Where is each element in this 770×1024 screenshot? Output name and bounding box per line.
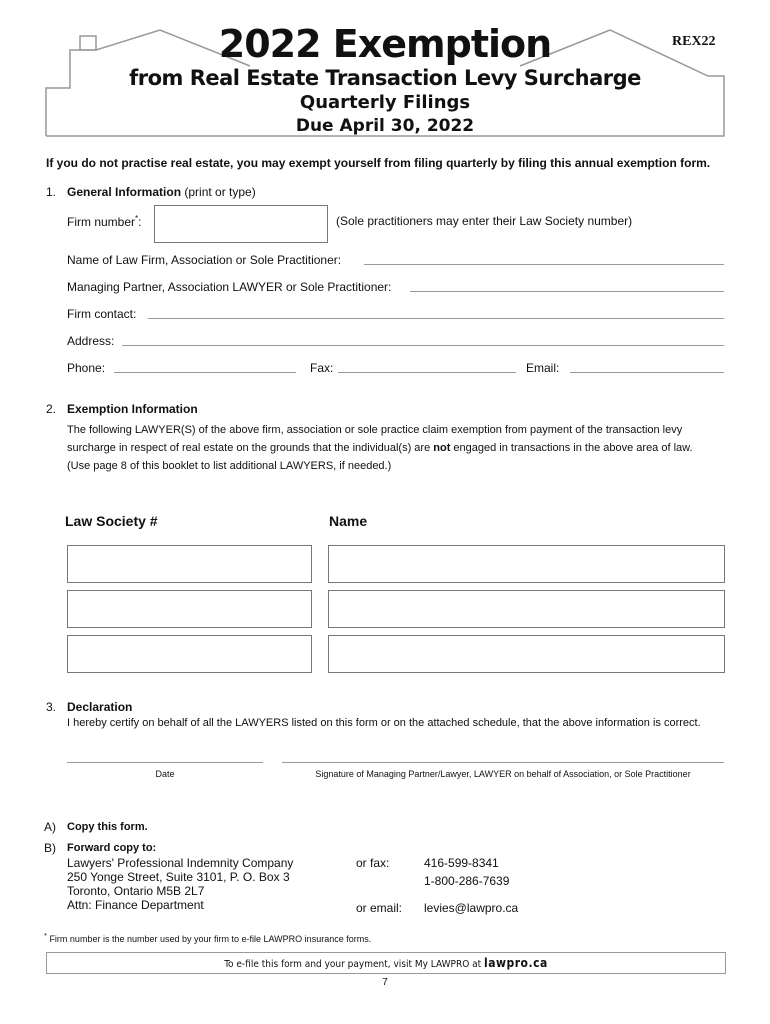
page-number: 7 xyxy=(382,977,388,988)
section3-title: Declaration xyxy=(67,700,133,714)
footnote-text: Firm number is the number used by your firm to e-file LAWPRO insurance forms. xyxy=(49,934,372,944)
fax-number-1: 416-599-8341 xyxy=(424,856,499,870)
firm-number-label xyxy=(67,214,141,229)
fax-field[interactable] xyxy=(338,372,516,373)
firm-name-label: Name of Law Firm, Association or Sole Practitioner: xyxy=(67,253,342,267)
mailing-address xyxy=(67,856,293,912)
name-column-header: Name xyxy=(329,513,368,529)
firm-number-asterisk: * xyxy=(135,214,139,223)
form-code: REX22 xyxy=(672,34,716,49)
address-line-3: Toronto, Ontario M5B 2L7 xyxy=(67,884,205,898)
section1-number: 1. xyxy=(46,185,57,199)
or-email-label: or email: xyxy=(356,901,403,915)
footnote xyxy=(44,931,371,944)
date-label: Date xyxy=(155,769,175,779)
firm-contact-field[interactable] xyxy=(148,318,724,319)
section2-number: 2. xyxy=(46,402,57,416)
law-society-input-2[interactable] xyxy=(67,590,312,628)
instruction-b-title: Forward copy to: xyxy=(67,842,157,854)
firm-number-input[interactable] xyxy=(154,205,328,243)
firm-number-note: (Sole practitioners may enter their Law Society number) xyxy=(336,214,633,228)
firm-number-colon: : xyxy=(138,215,142,229)
efile-link[interactable]: lawpro.ca xyxy=(484,956,548,970)
fax-label: Fax: xyxy=(310,361,334,375)
law-society-column-header: Law Society # xyxy=(65,513,158,529)
instruction-a-marker: A) xyxy=(44,820,56,834)
intro-text: If you do not practise real estate, you may exempt yourself from filing quarterly by filing this annual exemption form. xyxy=(46,156,711,170)
address-field[interactable] xyxy=(122,345,724,346)
signature-label: Signature of Managing Partner/Lawyer, LAWYER on behalf of Association, or Sole Practitioner xyxy=(315,769,691,779)
section2-line2-bold: not xyxy=(433,442,451,454)
section2-line1: The following LAWYER(S) of the above firm, association or sole practice claim exemption from payment of the transaction levy xyxy=(67,424,683,436)
address-line-4: Attn: Finance Department xyxy=(67,898,204,912)
managing-partner-field[interactable] xyxy=(410,291,724,292)
section3-number: 3. xyxy=(46,700,57,714)
section2-description xyxy=(67,421,727,475)
phone-label: Phone: xyxy=(67,361,106,375)
name-input-1[interactable] xyxy=(328,545,725,583)
declaration-text: I hereby certify on behalf of all the LAWYERS listed on this form or on the attached schedule, that the above information is correct. xyxy=(67,717,701,729)
section2-line3: (Use page 8 of this booklet to list additional LAWYERS, if needed.) xyxy=(67,460,392,472)
firm-contact-label: Firm contact: xyxy=(67,307,137,321)
or-fax-label: or fax: xyxy=(356,856,390,870)
section1-title: General Information xyxy=(67,185,182,199)
section1-title-suffix: (print or type) xyxy=(184,185,256,199)
section2-line2-b: engaged in transactions in the above area of law. xyxy=(450,442,693,454)
firm-number-label-text: Firm number xyxy=(67,215,136,229)
address-line-1: Lawyers' Professional Indemnity Company xyxy=(67,856,294,870)
address-label: Address: xyxy=(67,334,115,348)
due-date: Due April 30, 2022 xyxy=(295,116,475,136)
instruction-a-text: Copy this form. xyxy=(67,821,148,833)
efile-banner xyxy=(46,952,726,974)
firm-name-field[interactable] xyxy=(364,264,724,265)
signature-line[interactable] xyxy=(282,762,724,763)
section1-heading xyxy=(67,185,256,199)
efile-text: To e-file this form and your payment, visit My LAWPRO at xyxy=(224,959,482,970)
footnote-marker: * xyxy=(44,931,47,940)
filing-type: Quarterly Filings xyxy=(299,92,471,113)
law-society-input-1[interactable] xyxy=(67,545,312,583)
email-label: Email: xyxy=(526,361,560,375)
contact-email[interactable]: levies@lawpro.ca xyxy=(424,901,519,915)
date-signature-line[interactable] xyxy=(67,762,263,763)
section2-line2-a: surcharge in respect of real estate on the grounds that the individual(s) are xyxy=(67,442,434,454)
section2-line2 xyxy=(67,439,727,457)
instruction-b-marker: B) xyxy=(44,841,56,855)
phone-field[interactable] xyxy=(114,372,296,373)
address-line-2: 250 Yonge Street, Suite 3101, P. O. Box 3 xyxy=(67,870,290,884)
email-field[interactable] xyxy=(570,372,724,373)
fax-number-2: 1-800-286-7639 xyxy=(424,874,510,888)
name-input-2[interactable] xyxy=(328,590,725,628)
law-society-input-3[interactable] xyxy=(67,635,312,673)
section2-title: Exemption Information xyxy=(67,402,198,416)
form-subtitle: from Real Estate Transaction Levy Surcharge xyxy=(129,66,641,90)
name-input-3[interactable] xyxy=(328,635,725,673)
managing-partner-label: Managing Partner, Association LAWYER or Sole Practitioner: xyxy=(67,280,392,294)
form-title: 2022 Exemption xyxy=(218,22,552,66)
